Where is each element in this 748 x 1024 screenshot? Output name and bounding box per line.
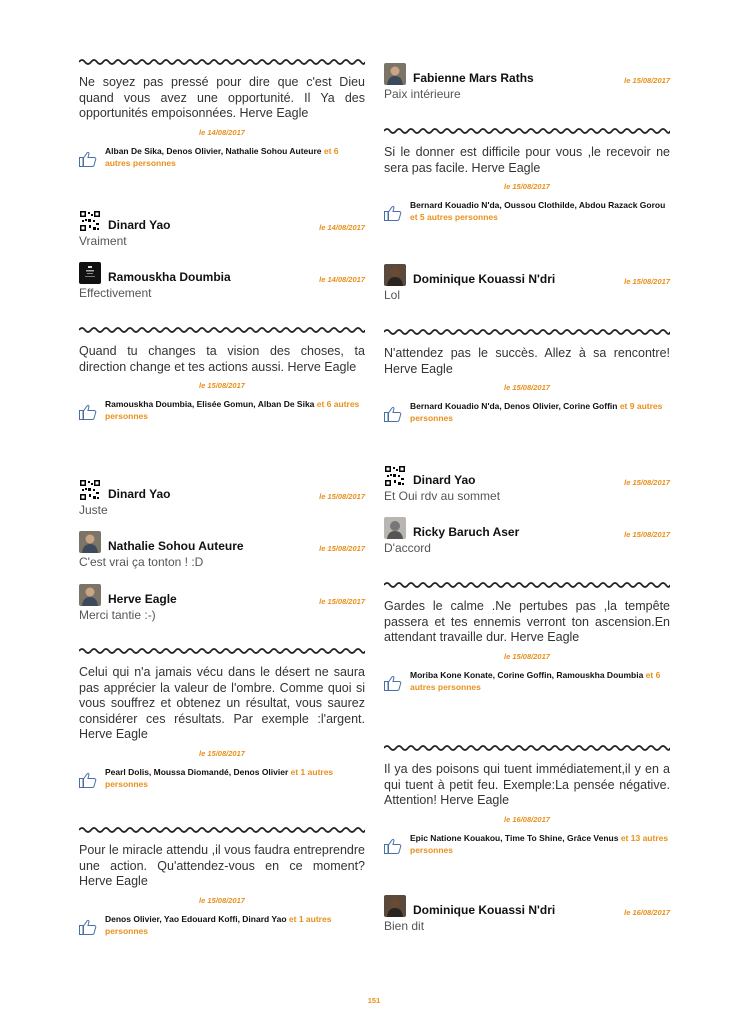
quote-text: Si le donner est difficile pour vous ,le recevoir ne sera pas facile. Herve Eagle (384, 145, 670, 175)
quote-post (384, 346, 670, 424)
quote-date: le 15/08/2017 (504, 383, 550, 392)
likes-others: et 6 autres personnes (105, 399, 360, 421)
likes-names: Epic Natione Kouakou, Time To Shine, Grâce Venus (410, 832, 619, 843)
likes-others: et 9 autres personnes (410, 401, 663, 423)
thumbs-up-icon (79, 772, 97, 788)
comment (384, 893, 670, 933)
comment-author: Nathalie Sohou Auteure (108, 539, 244, 553)
quote-date: le 15/08/2017 (504, 651, 550, 661)
comment-author: Herve Eagle (108, 592, 177, 606)
comment (79, 477, 365, 517)
quote-text: Quand tu changes ta vision des choses, ta direction change et tes actions aussi. Herve Eagle (79, 344, 365, 374)
comment-date: le 15/08/2017 (624, 76, 670, 85)
quote-post (384, 145, 670, 223)
comment-text: Juste (79, 503, 108, 517)
comment-text: Paix intérieure (384, 87, 461, 101)
thumbs-up-icon (79, 919, 97, 935)
quote-post (384, 762, 670, 856)
avatar-icon (79, 531, 101, 553)
likes-line (79, 145, 365, 169)
comment-date: le 15/08/2017 (319, 492, 365, 501)
quote-post (79, 75, 365, 169)
comment-author: Dominique Kouassi N'dri (413, 903, 556, 917)
avatar-icon (384, 517, 406, 539)
comment-date: le 14/08/2017 (319, 223, 365, 232)
likes-others: et 6 autres personnes (105, 145, 339, 168)
wave-divider (79, 58, 365, 66)
likes-line (79, 766, 365, 790)
comment-text: Merci tantie :-) (79, 608, 156, 622)
wave-divider (384, 581, 670, 589)
comment (384, 61, 670, 101)
likes-line (79, 913, 365, 937)
avatar-icon (384, 63, 406, 85)
quote-text: Pour le miracle attendu ,il vous faudra entreprendre une action. Qu'attendez-vous en ce moment? Herve Eagle (79, 843, 365, 888)
comment-author: Dinard Yao (413, 473, 476, 487)
likes-line (384, 400, 670, 424)
quote-date: le 15/08/2017 (199, 381, 245, 390)
likes-line (384, 199, 670, 223)
comment (79, 582, 365, 622)
thumbs-up-icon (384, 838, 402, 854)
quote-date: le 16/08/2017 (504, 814, 550, 824)
comment-author: Ricky Baruch Aser (413, 525, 520, 539)
comment-date: le 15/08/2017 (624, 530, 670, 539)
quote-post (79, 843, 365, 937)
comment (384, 262, 670, 302)
comment-author: Fabienne Mars Raths (413, 71, 534, 85)
quote-post (79, 665, 365, 790)
thumbs-up-icon (384, 406, 402, 422)
likes-others: et 6 autres personnes (410, 669, 661, 692)
likes-names: Pearl Dolis, Moussa Diomandé, Denos Olivier (105, 766, 289, 777)
comment-text: Vraiment (79, 234, 127, 248)
thumbs-up-icon (384, 205, 402, 221)
quote-text: Celui qui n'a jamais vécu dans le désert ne saura pas apprécier la valeur de l'ombre. Comme quoi si vous souffrez et obtenez un résultat, vous saurez considérer ces résultats. Par exemple :l'argent. Herve Eagle (79, 665, 365, 741)
comment (384, 515, 670, 555)
wave-divider (79, 826, 365, 834)
comment-text: Lol (384, 288, 401, 302)
wave-divider (384, 328, 670, 336)
quote-text: Ne soyez pas pressé pour dire que c'est Dieu quand vous avez une opportunité. Il Ya des opportunités empoisonnées. Herve Eagle (79, 75, 365, 120)
page-number: 151 (367, 996, 381, 1005)
wave-divider (384, 127, 670, 135)
quote-text: Gardes le calme .Ne pertubes pas ,la tempête passera et tes ennemis verront ton ascension.En attendant travaille dur. Herve Eagle (384, 599, 670, 644)
quote-date: le 14/08/2017 (199, 127, 245, 137)
avatar-icon (384, 264, 406, 286)
wave-divider (79, 647, 365, 655)
qr-avatar-icon (79, 479, 101, 501)
likes-names: Ramouskha Doumbia, Elisée Gomun, Alban De Sika (105, 399, 315, 409)
likes-names: Bernard Kouadio N'da, Denos Olivier, Corine Goffin (410, 401, 618, 411)
quote-text: N'attendez pas le succès. Allez à sa rencontre! Herve Eagle (384, 346, 670, 376)
comment (384, 463, 670, 503)
avatar-icon (79, 262, 101, 284)
comment-text: Effectivement (79, 286, 152, 300)
comment-date: le 15/08/2017 (319, 544, 365, 553)
quote-date: le 15/08/2017 (199, 748, 245, 758)
likes-others: et 5 autres personnes (410, 212, 498, 222)
comment-date: le 15/08/2017 (319, 597, 365, 606)
wave-divider (384, 744, 670, 752)
comment (79, 260, 365, 300)
quote-post (79, 344, 365, 422)
qr-avatar-icon (79, 210, 101, 232)
likes-names: Bernard Kouadio N'da, Oussou Clothilde, Abdou Razack Gorou (410, 200, 666, 210)
quote-text: Il ya des poisons qui tuent immédiatement,il y en a qui tuent à petit feu. Exemple:La pensée négative. Attention! Herve Eagle (384, 762, 670, 807)
qr-avatar-icon (384, 465, 406, 487)
comment-date: le 14/08/2017 (319, 275, 365, 284)
comment-date: le 15/08/2017 (624, 277, 670, 286)
likes-line (79, 398, 365, 422)
comment-author: Ramouskha Doumbia (108, 270, 231, 284)
thumbs-up-icon (79, 151, 97, 167)
wave-divider (79, 326, 365, 334)
likes-names: Moriba Kone Konate, Corine Goffin, Ramouskha Doumbia (410, 669, 644, 680)
thumbs-up-icon (384, 675, 402, 691)
comment-text: Bien dit (384, 919, 425, 933)
avatar-icon (79, 584, 101, 606)
comment (79, 208, 365, 248)
likes-others: et 13 autres personnes (410, 832, 669, 855)
comment-text: Et Oui rdv au sommet (384, 489, 501, 503)
likes-others: et 1 autres personnes (105, 766, 334, 789)
comment-author: Dinard Yao (108, 487, 171, 501)
comment-text: D'accord (384, 541, 431, 555)
comment-text: C'est vrai ça tonton ! :D (79, 555, 204, 569)
thumbs-up-icon (79, 404, 97, 420)
quote-date: le 15/08/2017 (199, 895, 245, 905)
comment-author: Dominique Kouassi N'dri (413, 272, 556, 286)
likes-line (384, 669, 670, 693)
comment-author: Dinard Yao (108, 218, 171, 232)
likes-names: Denos Olivier, Yao Edouard Koffi, Dinard Yao (105, 913, 287, 924)
quote-post (384, 599, 670, 693)
likes-names: Alban De Sika, Denos Olivier, Nathalie Sohou Auteure (105, 145, 322, 156)
comment-date: le 15/08/2017 (624, 478, 670, 487)
quote-date: le 15/08/2017 (504, 182, 550, 191)
avatar-icon (384, 895, 406, 917)
comment (79, 529, 365, 569)
comment-date: le 16/08/2017 (624, 908, 670, 917)
likes-others: et 1 autres personnes (105, 913, 332, 936)
likes-line (384, 832, 670, 856)
